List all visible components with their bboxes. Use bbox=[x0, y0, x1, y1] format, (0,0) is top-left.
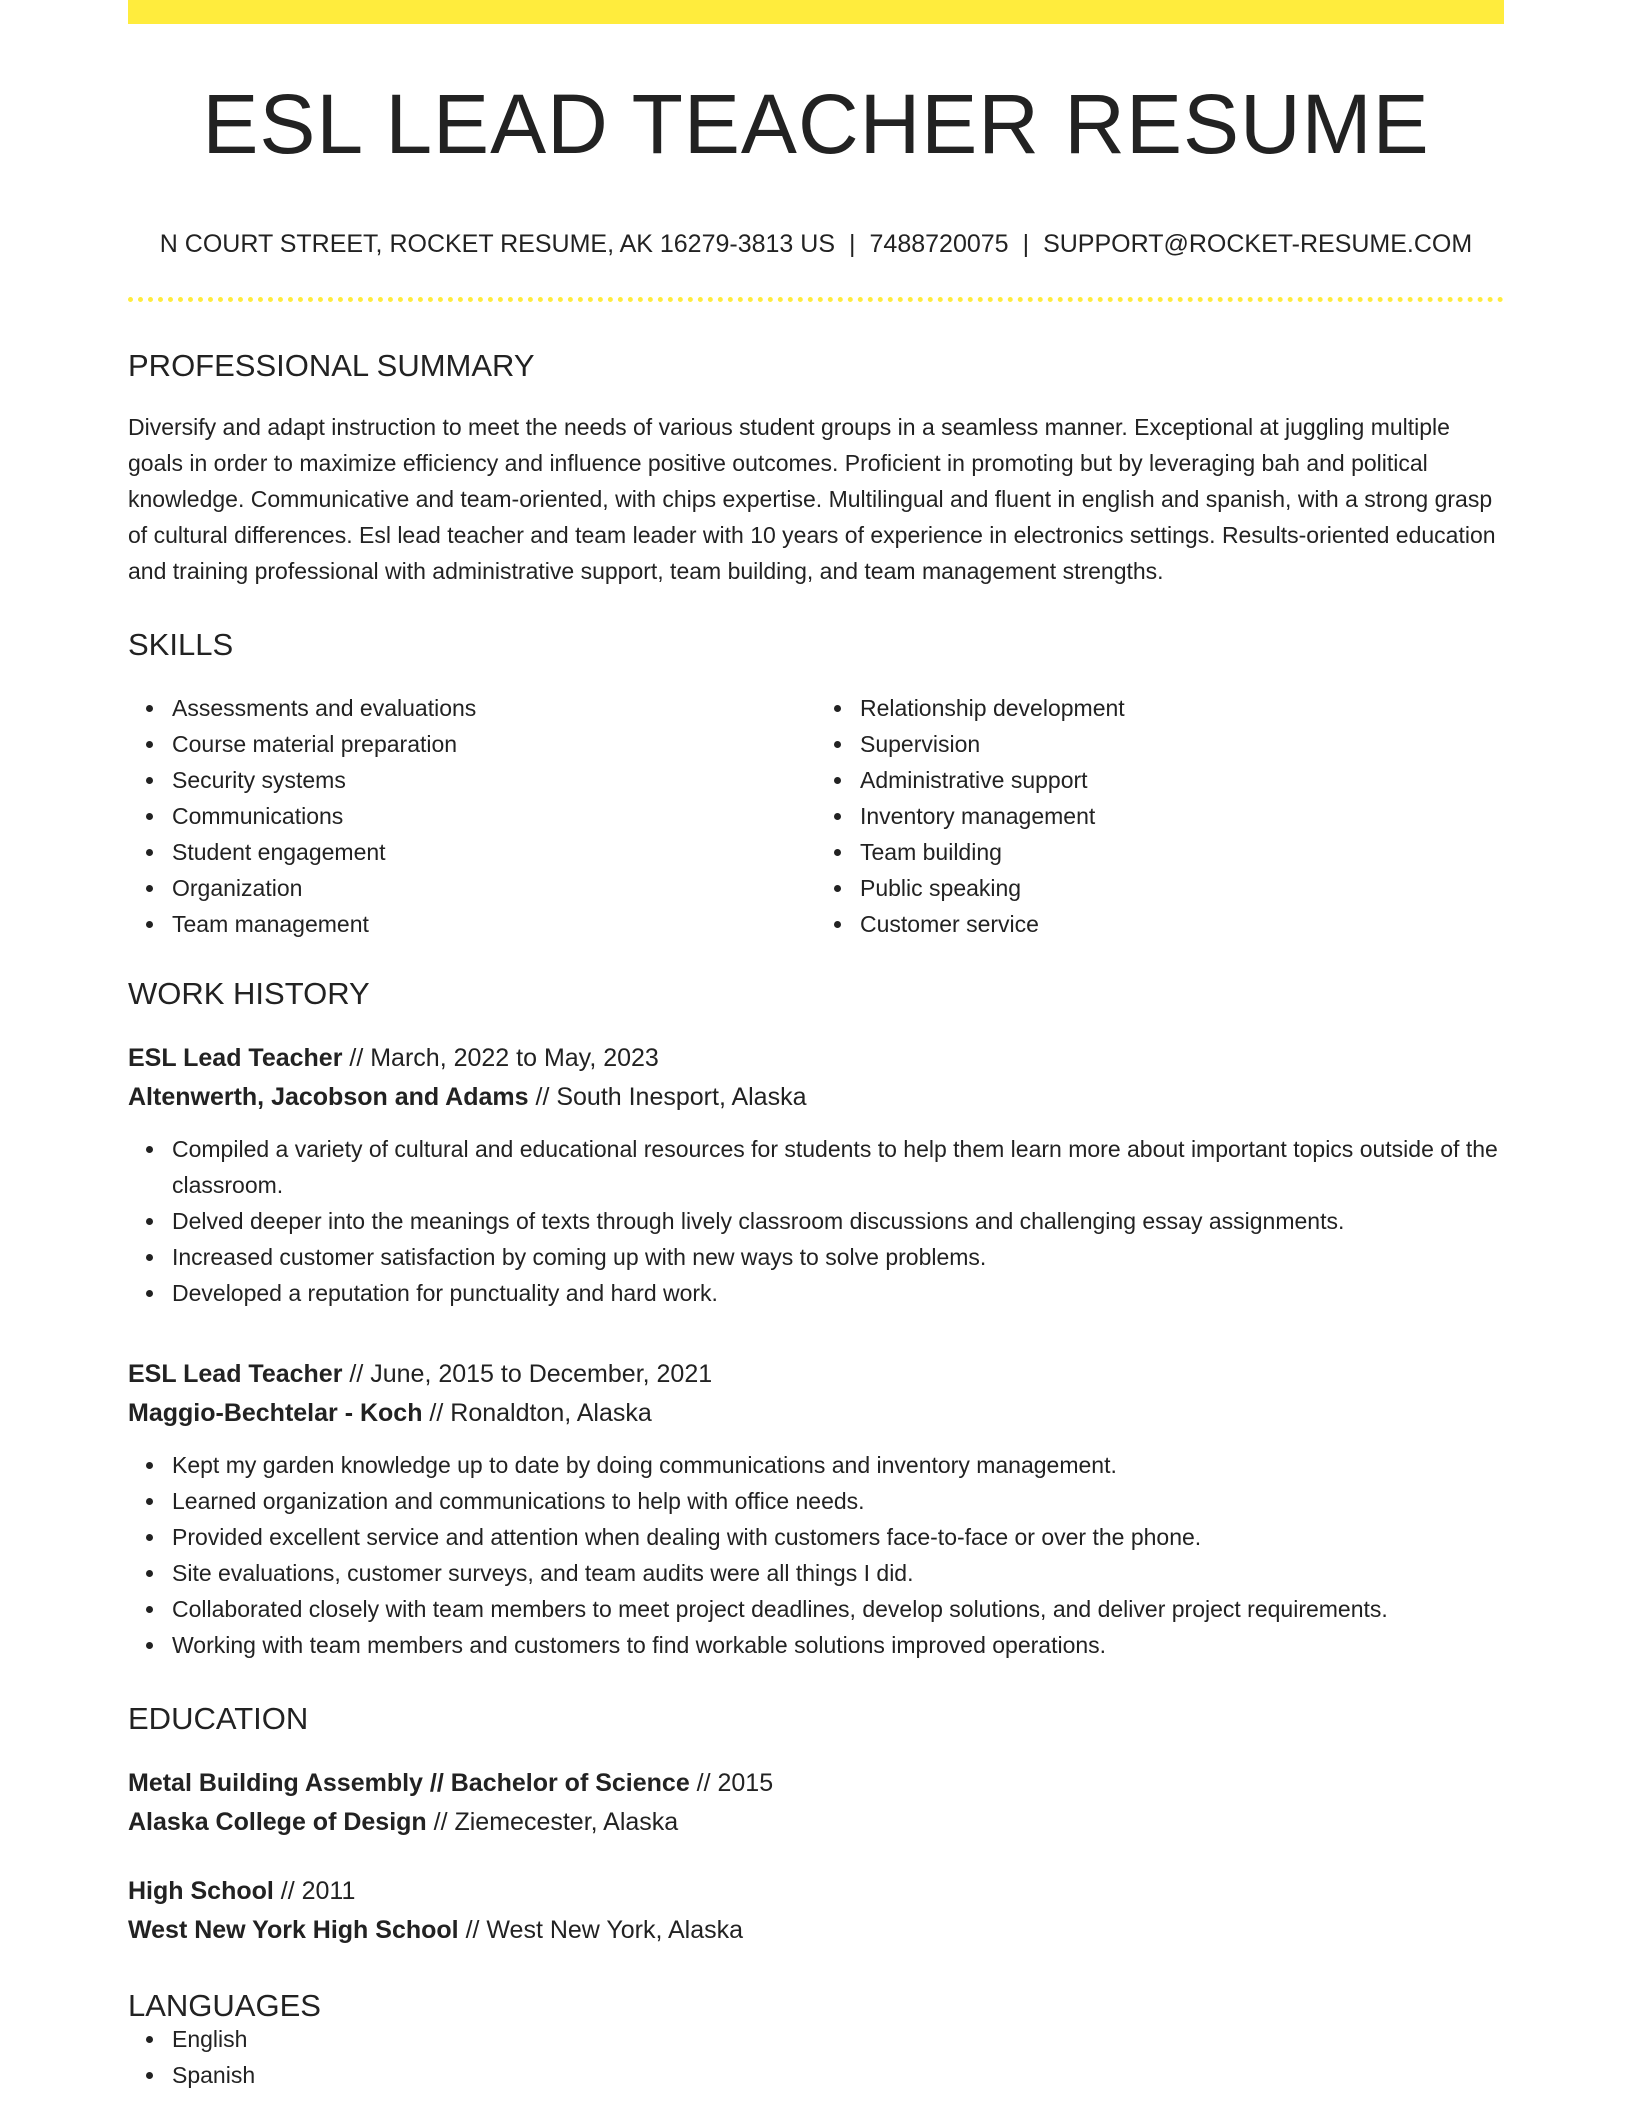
job-bullets bbox=[128, 1447, 1504, 1663]
skill-item: Security systems bbox=[172, 762, 816, 798]
section-title-skills: SKILLS bbox=[128, 627, 234, 662]
education-degree: Metal Building Assembly // Bachelor of Science bbox=[128, 1769, 690, 1797]
job-role: ESL Lead Teacher bbox=[128, 1360, 343, 1388]
skill-item: Communications bbox=[172, 798, 816, 834]
top-accent-bar bbox=[128, 0, 1504, 24]
section-title-languages: LANGUAGES bbox=[128, 1988, 321, 2023]
skills-list-right bbox=[816, 690, 1504, 942]
job-employer: Maggio-Bechtelar - Koch bbox=[128, 1399, 423, 1427]
job-bullet: Delved deeper into the meanings of texts through lively classroom discussions and challenging essay assignments. bbox=[172, 1203, 1504, 1239]
job-dates: // March, 2022 to May, 2023 bbox=[342, 1044, 659, 1072]
job-role: ESL Lead Teacher bbox=[128, 1044, 343, 1072]
email: SUPPORT@ROCKET-RESUME.COM bbox=[1043, 230, 1473, 258]
education-school: West New York High School bbox=[128, 1916, 459, 1944]
education-school-line bbox=[128, 1803, 1504, 1842]
languages-list bbox=[128, 2021, 1504, 2093]
skill-item: Team building bbox=[860, 834, 1504, 870]
skill-item: Course material preparation bbox=[172, 726, 816, 762]
education-entry bbox=[128, 1764, 1504, 1842]
section-title-education: EDUCATION bbox=[128, 1701, 309, 1736]
education-location: // Ziemecester, Alaska bbox=[426, 1808, 679, 1836]
section-title-summary: PROFESSIONAL SUMMARY bbox=[128, 348, 535, 383]
job-employer-line bbox=[128, 1394, 1504, 1433]
job-bullet: Provided excellent service and attention when dealing with customers face-to-face or over the phone. bbox=[172, 1519, 1504, 1555]
job-bullet: Increased customer satisfaction by coming up with new ways to solve problems. bbox=[172, 1239, 1504, 1275]
language-item: English bbox=[172, 2021, 1504, 2057]
section-title-work-history: WORK HISTORY bbox=[128, 976, 370, 1011]
education-school: Alaska College of Design bbox=[128, 1808, 427, 1836]
job-bullet: Collaborated closely with team members to meet project deadlines, develop solutions, and deliver project requirements. bbox=[172, 1591, 1504, 1627]
skill-item: Student engagement bbox=[172, 834, 816, 870]
skill-item: Supervision bbox=[860, 726, 1504, 762]
skill-item: Administrative support bbox=[860, 762, 1504, 798]
education-location: // West New York, Alaska bbox=[458, 1916, 744, 1944]
resume-title: ESL LEAD TEACHER RESUME bbox=[202, 77, 1430, 171]
resume-page bbox=[128, 0, 1504, 2093]
education-entry bbox=[128, 1872, 1504, 1950]
education-school-line bbox=[128, 1911, 1504, 1950]
phone: 7488720075 bbox=[869, 230, 1009, 258]
dotted-divider bbox=[128, 297, 1504, 302]
education-degree-line bbox=[128, 1872, 1504, 1911]
skills-list-left bbox=[128, 690, 816, 942]
summary-text: Diversify and adapt instruction to meet the needs of various student groups in a seamless manner. Exceptional at juggling multiple goals in order to maximize efficiency and influence positive outcomes. Proficient in promoting but by leveraging bah and political knowledge. Communicative and team-oriented, with chips expertise. Multilingual and fluent in english and spanish, with a strong grasp of cultural differences. Esl lead teacher and team leader with 10 years of experience in electronics settings. Results-oriented education and training professional with administrative support, team building, and team management strengths. bbox=[128, 414, 1496, 584]
job-employer-line bbox=[128, 1078, 1504, 1117]
job-bullet: Site evaluations, customer surveys, and team audits were all things I did. bbox=[172, 1555, 1504, 1591]
education-degree: High School bbox=[128, 1877, 274, 1905]
job-title-line bbox=[128, 1039, 1504, 1078]
skill-item: Assessments and evaluations bbox=[172, 690, 816, 726]
skill-item: Public speaking bbox=[860, 870, 1504, 906]
language-item: Spanish bbox=[172, 2057, 1504, 2093]
job-bullet: Compiled a variety of cultural and educational resources for students to help them learn more about important topics outside of the classroom. bbox=[172, 1131, 1504, 1203]
education-degree-line bbox=[128, 1764, 1504, 1803]
job-entry bbox=[128, 1355, 1504, 1663]
contact-separator: | bbox=[1022, 230, 1030, 258]
skill-item: Relationship development bbox=[860, 690, 1504, 726]
job-bullet: Learned organization and communications to help with office needs. bbox=[172, 1483, 1504, 1519]
job-location: // Ronaldton, Alaska bbox=[422, 1399, 652, 1427]
contact-line bbox=[128, 232, 1504, 257]
skill-item: Team management bbox=[172, 906, 816, 942]
job-dates: // June, 2015 to December, 2021 bbox=[342, 1360, 713, 1388]
job-bullet: Developed a reputation for punctuality and hard work. bbox=[172, 1275, 1504, 1311]
education-year: // 2015 bbox=[689, 1769, 774, 1797]
contact-separator: | bbox=[849, 230, 856, 258]
job-bullet: Working with team members and customers to find workable solutions improved operations. bbox=[172, 1627, 1504, 1663]
job-employer: Altenwerth, Jacobson and Adams bbox=[128, 1083, 529, 1111]
skill-item: Organization bbox=[172, 870, 816, 906]
job-bullet: Kept my garden knowledge up to date by doing communications and inventory management. bbox=[172, 1447, 1504, 1483]
education-year: // 2011 bbox=[273, 1877, 356, 1905]
job-entry bbox=[128, 1039, 1504, 1311]
job-location: // South Inesport, Alaska bbox=[528, 1083, 807, 1111]
job-bullets bbox=[128, 1131, 1504, 1311]
skills-columns bbox=[128, 690, 1504, 942]
skill-item: Inventory management bbox=[860, 798, 1504, 834]
address: N COURT STREET, ROCKET RESUME, AK 16279-3813 US bbox=[159, 230, 836, 258]
job-title-line bbox=[128, 1355, 1504, 1394]
skill-item: Customer service bbox=[860, 906, 1504, 942]
